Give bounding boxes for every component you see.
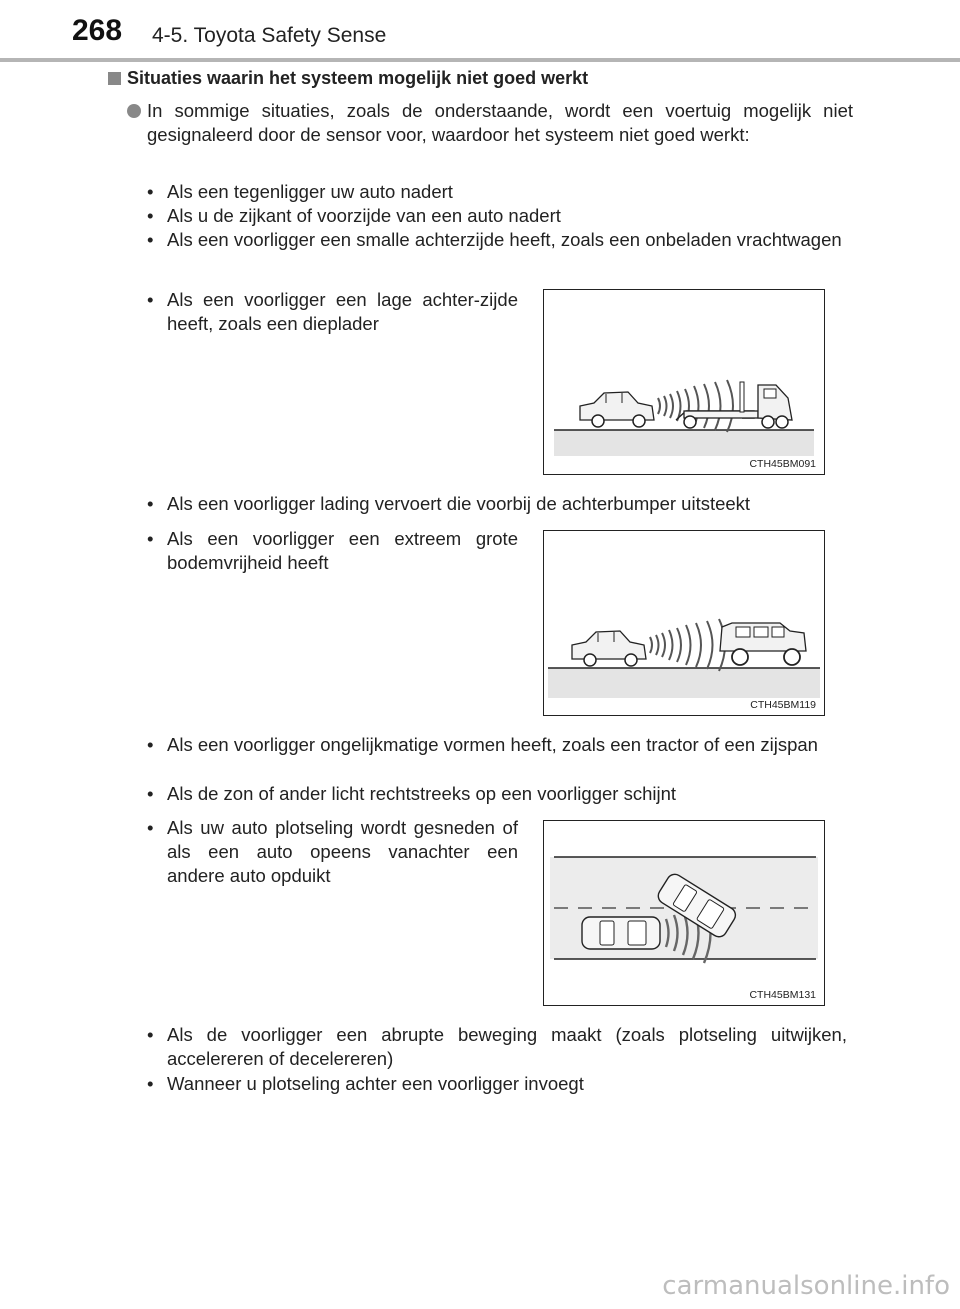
bullet-text: Als een voorligger een extreem grote bodemvrijheid heeft: [167, 528, 518, 573]
bullet-marker: •: [147, 289, 154, 310]
bullet-item: [147, 180, 847, 204]
bullet-item: [147, 816, 518, 888]
car-behind-low-trailer-truck-icon: [544, 290, 824, 474]
watermark: carmanualsonline.info: [662, 1271, 950, 1301]
bullet-item: [147, 733, 847, 757]
bullet-marker: •: [147, 1024, 154, 1045]
figure-high-clearance: [543, 530, 825, 716]
figure-low-trailer: [543, 289, 825, 475]
bullet-text: Als de zon of ander licht rechtstreeks op een voorligger schijnt: [167, 783, 677, 804]
bullet-text: Als een voorligger een lage achter-zijde heeft, zoals een dieplader: [167, 289, 518, 334]
intro-text: In sommige situaties, zoals de onderstaande, wordt een voertuig mogelijk niet gesignaleerd door de sensor voor, waardoor het systeem niet goed werkt:: [147, 100, 853, 145]
header-divider: [0, 58, 960, 62]
bullet-marker: •: [147, 817, 154, 838]
square-bullet-icon: [108, 72, 121, 85]
bullet-item: [147, 1023, 847, 1071]
section-heading: [108, 68, 588, 89]
bullet-text: Als een voorligger ongelijkmatige vormen heeft, zoals een tractor of een zijspan: [167, 734, 818, 755]
bullet-text: Als uw auto plotseling wordt gesneden of als een auto opeens vanachter een andere auto opduikt: [167, 817, 518, 886]
car-behind-high-clearance-suv-icon: [544, 531, 824, 715]
intro-paragraph: [127, 99, 853, 147]
bullet-item: [147, 1072, 847, 1096]
figure-code: CTH45BM091: [749, 458, 816, 470]
bullet-text: Als een tegenligger uw auto nadert: [167, 181, 453, 202]
bullet-item: [147, 288, 518, 336]
bullet-marker: •: [147, 1073, 154, 1094]
bullet-text: Als de voorligger een abrupte beweging maakt (zoals plotseling uitwijken, accelereren of decelereren): [167, 1024, 847, 1069]
round-bullet-icon: [127, 104, 141, 118]
bullet-marker: •: [147, 229, 154, 250]
bullet-item: [147, 204, 847, 228]
bullet-text: Als een voorligger lading vervoert die voorbij de achterbumper uitsteekt: [167, 493, 751, 514]
bullet-item: [147, 782, 847, 806]
figure-code: CTH45BM119: [750, 699, 816, 711]
bullet-marker: •: [147, 181, 154, 202]
car-being-cut-off-top-view-icon: [544, 821, 824, 1005]
figure-code: CTH45BM131: [749, 989, 816, 1001]
bullet-text: Wanneer u plotseling achter een voorligger invoegt: [167, 1073, 584, 1094]
page-number: 268: [72, 14, 123, 47]
bullet-marker: •: [147, 528, 154, 549]
bullet-item: [147, 492, 847, 516]
bullet-marker: •: [147, 783, 154, 804]
bullet-text: Als u de zijkant of voorzijde van een auto nadert: [167, 205, 561, 226]
bullet-marker: •: [147, 493, 154, 514]
bullet-text: Als een voorligger een smalle achterzijde heeft, zoals een onbeladen vrachtwagen: [167, 229, 842, 250]
section-title: 4-5. Toyota Safety Sense: [152, 24, 387, 47]
bullet-item: [147, 527, 518, 575]
bullet-marker: •: [147, 734, 154, 755]
figure-cut-in: [543, 820, 825, 1006]
bullet-marker: •: [147, 205, 154, 226]
section-heading-text: Situaties waarin het systeem mogelijk niet goed werkt: [127, 68, 589, 88]
bullet-item: [147, 228, 843, 252]
